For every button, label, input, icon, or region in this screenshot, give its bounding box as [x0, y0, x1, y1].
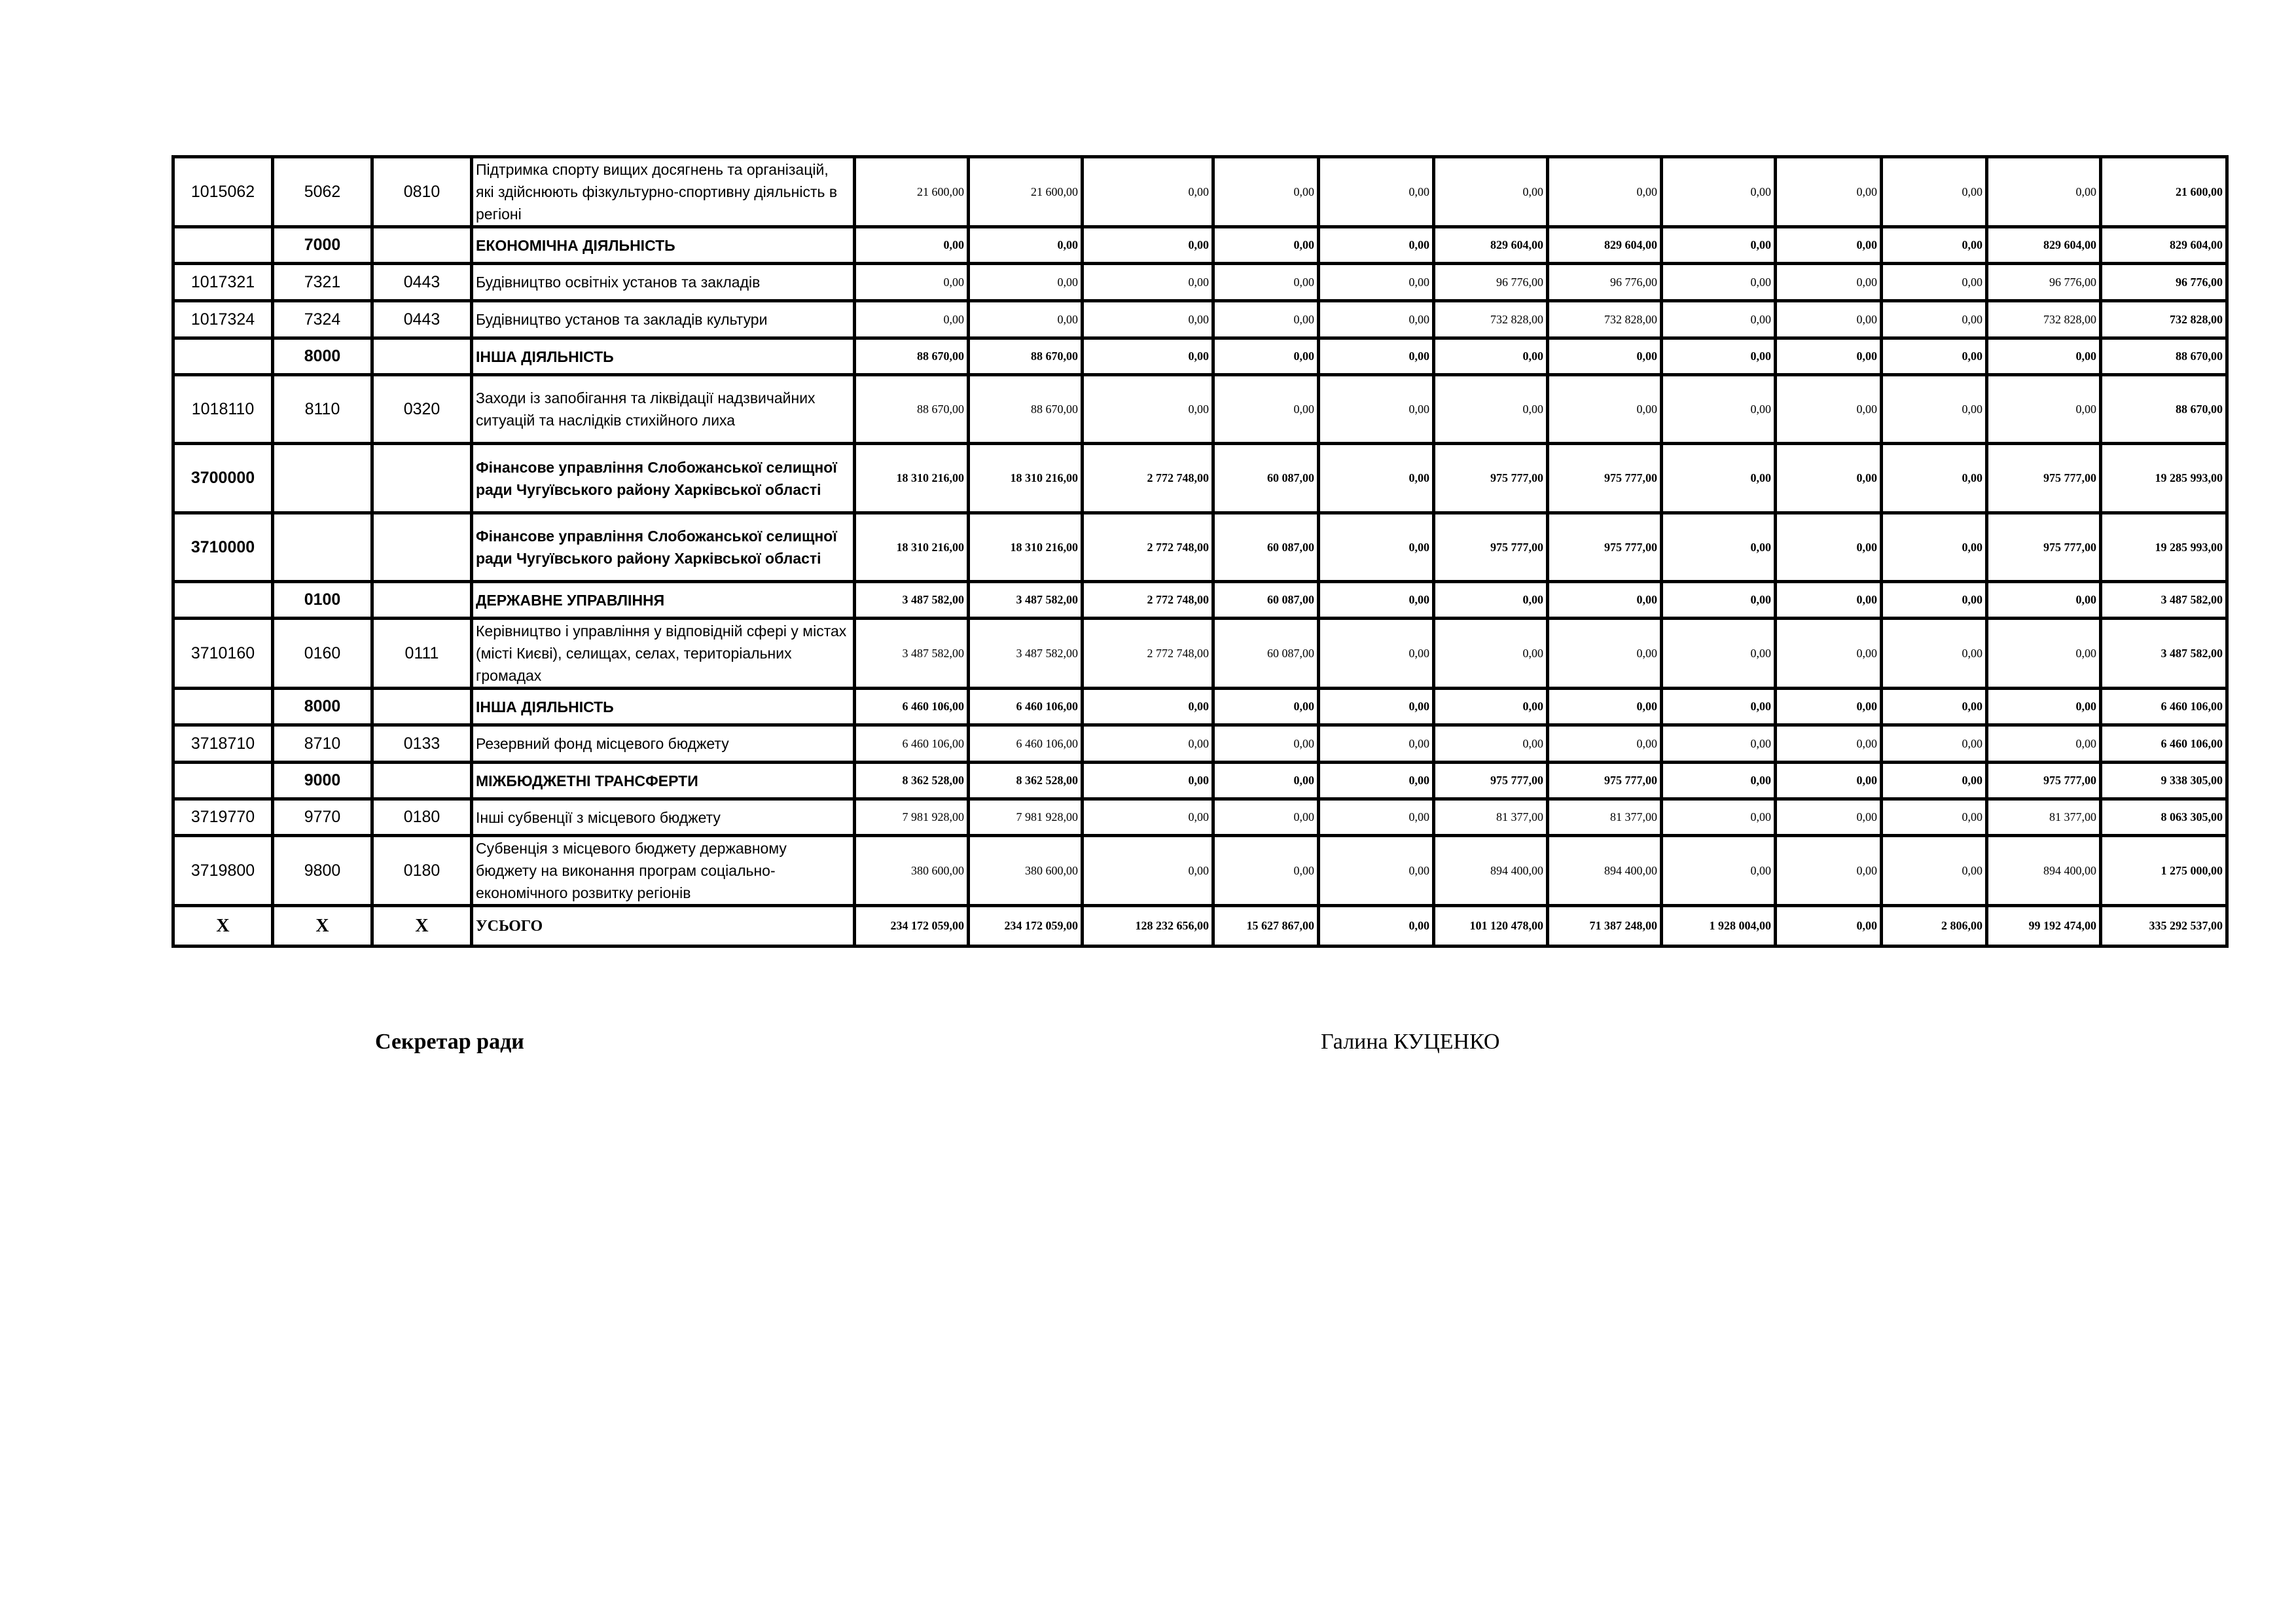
function-code-cell: 0810: [372, 157, 472, 227]
amount-cell: 0,00: [1213, 799, 1319, 836]
activity-code-cell: 9000: [273, 763, 372, 799]
amount-cell: 71 387 248,00: [1548, 906, 1662, 947]
function-code-cell: 0111: [372, 619, 472, 689]
amount-cell: 0,00: [1319, 513, 1434, 582]
amount-cell: 0,00: [1662, 689, 1776, 725]
amount-cell: 88 670,00: [969, 375, 1083, 444]
table-row: [173, 375, 2227, 444]
amount-cell: 0,00: [855, 227, 969, 264]
amount-cell: 0,00: [1434, 375, 1548, 444]
amount-cell: 829 604,00: [1548, 227, 1662, 264]
amount-cell: 3 487 582,00: [2101, 582, 2227, 619]
amount-cell: 0,00: [1319, 375, 1434, 444]
amount-cell: 380 600,00: [855, 836, 969, 906]
activity-code-cell: 7000: [273, 227, 372, 264]
activity-code-cell: 9770: [273, 799, 372, 836]
amount-cell: 0,00: [1662, 301, 1776, 338]
function-code-cell: [372, 689, 472, 725]
program-code-cell: 1017321: [173, 264, 273, 301]
program-code-cell: [173, 227, 273, 264]
amount-cell: 975 777,00: [1434, 444, 1548, 513]
amount-cell: 0,00: [1213, 264, 1319, 301]
amount-cell: 99 192 474,00: [1987, 906, 2101, 947]
amount-cell: 975 777,00: [1434, 513, 1548, 582]
amount-cell: 0,00: [1434, 582, 1548, 619]
amount-cell: 6 460 106,00: [855, 725, 969, 763]
amount-cell: 0,00: [1083, 799, 1213, 836]
amount-cell: 0,00: [1319, 227, 1434, 264]
amount-cell: 0,00: [1083, 264, 1213, 301]
program-name-cell: Заходи із запобігання та ліквідації надзвичайних ситуацій та наслідків стихійного лиха: [472, 375, 855, 444]
amount-cell: 975 777,00: [1987, 763, 2101, 799]
amount-cell: 88 670,00: [969, 338, 1083, 375]
amount-cell: 0,00: [1987, 157, 2101, 227]
amount-cell: 975 777,00: [1434, 763, 1548, 799]
amount-cell: 0,00: [1548, 338, 1662, 375]
amount-cell: 1 928 004,00: [1662, 906, 1776, 947]
amount-cell: 0,00: [1083, 375, 1213, 444]
amount-cell: 0,00: [1662, 227, 1776, 264]
amount-cell: 0,00: [1882, 582, 1987, 619]
amount-cell: 0,00: [1882, 763, 1987, 799]
amount-cell: 88 670,00: [855, 375, 969, 444]
program-name-cell: ЕКОНОМІЧНА ДІЯЛЬНІСТЬ: [472, 227, 855, 264]
amount-cell: 0,00: [1776, 582, 1882, 619]
amount-cell: 234 172 059,00: [855, 906, 969, 947]
amount-cell: 894 400,00: [1548, 836, 1662, 906]
amount-cell: 96 776,00: [1548, 264, 1662, 301]
amount-cell: 0,00: [1548, 725, 1662, 763]
amount-cell: 0,00: [1319, 836, 1434, 906]
function-code-cell: [372, 763, 472, 799]
amount-cell: 0,00: [1776, 836, 1882, 906]
activity-code-cell: 0100: [273, 582, 372, 619]
amount-cell: 18 310 216,00: [855, 444, 969, 513]
amount-cell: 2 772 748,00: [1083, 513, 1213, 582]
amount-cell: 0,00: [1662, 763, 1776, 799]
amount-cell: 0,00: [1319, 301, 1434, 338]
amount-cell: 0,00: [1319, 689, 1434, 725]
amount-cell: 0,00: [1213, 301, 1319, 338]
amount-cell: 0,00: [1434, 619, 1548, 689]
program-code-cell: [173, 689, 273, 725]
table-row: [173, 799, 2227, 836]
amount-cell: 3 487 582,00: [969, 582, 1083, 619]
amount-cell: 6 460 106,00: [969, 689, 1083, 725]
program-name-cell: ІНША ДІЯЛЬНІСТЬ: [472, 338, 855, 375]
amount-cell: 0,00: [1213, 689, 1319, 725]
amount-cell: 0,00: [1987, 338, 2101, 375]
program-name-cell: Субвенція з місцевого бюджету державному бюджету на виконання програм соціально-економічного розвитку регіонів: [472, 836, 855, 906]
amount-cell: 7 981 928,00: [855, 799, 969, 836]
amount-cell: 2 772 748,00: [1083, 582, 1213, 619]
table-row: [173, 264, 2227, 301]
amount-cell: 0,00: [1083, 725, 1213, 763]
amount-cell: 0,00: [969, 264, 1083, 301]
amount-cell: 0,00: [1083, 301, 1213, 338]
function-code-cell: 0180: [372, 799, 472, 836]
amount-cell: 0,00: [1213, 763, 1319, 799]
amount-cell: 0,00: [1434, 689, 1548, 725]
amount-cell: 0,00: [1083, 763, 1213, 799]
amount-cell: 18 310 216,00: [855, 513, 969, 582]
amount-cell: 88 670,00: [2101, 375, 2227, 444]
amount-cell: 3 487 582,00: [855, 619, 969, 689]
function-code-cell: 0443: [372, 264, 472, 301]
amount-cell: 8 063 305,00: [2101, 799, 2227, 836]
amount-cell: 0,00: [1662, 157, 1776, 227]
program-code-cell: X: [173, 906, 273, 947]
signature-name: Галина КУЦЕНКО: [1321, 1030, 1500, 1054]
amount-cell: 0,00: [1319, 444, 1434, 513]
amount-cell: 0,00: [1213, 725, 1319, 763]
amount-cell: 0,00: [1776, 513, 1882, 582]
amount-cell: 0,00: [1083, 157, 1213, 227]
amount-cell: 0,00: [1083, 338, 1213, 375]
program-code-cell: 1015062: [173, 157, 273, 227]
program-code-cell: 1018110: [173, 375, 273, 444]
amount-cell: 2 806,00: [1882, 906, 1987, 947]
signature-title: Секретар ради: [375, 1030, 524, 1054]
table-row: [173, 301, 2227, 338]
amount-cell: 0,00: [1776, 375, 1882, 444]
amount-cell: 975 777,00: [1987, 444, 2101, 513]
program-name-cell: МІЖБЮДЖЕТНІ ТРАНСФЕРТИ: [472, 763, 855, 799]
amount-cell: 0,00: [1434, 157, 1548, 227]
function-code-cell: 0180: [372, 836, 472, 906]
program-code-cell: [173, 582, 273, 619]
amount-cell: 81 377,00: [1987, 799, 2101, 836]
amount-cell: 0,00: [855, 264, 969, 301]
amount-cell: 0,00: [1776, 227, 1882, 264]
amount-cell: 0,00: [1319, 799, 1434, 836]
amount-cell: 0,00: [1319, 763, 1434, 799]
amount-cell: 975 777,00: [1987, 513, 2101, 582]
amount-cell: 732 828,00: [1987, 301, 2101, 338]
amount-cell: 0,00: [1548, 157, 1662, 227]
amount-cell: 0,00: [1662, 444, 1776, 513]
amount-cell: 0,00: [1213, 157, 1319, 227]
amount-cell: 128 232 656,00: [1083, 906, 1213, 947]
amount-cell: 335 292 537,00: [2101, 906, 2227, 947]
function-code-cell: [372, 513, 472, 582]
amount-cell: 0,00: [1882, 725, 1987, 763]
function-code-cell: [372, 582, 472, 619]
program-name-cell: Фінансове управління Слобожанської селищної ради Чугуївського району Харківської області: [472, 513, 855, 582]
program-name-cell: Фінансове управління Слобожанської селищної ради Чугуївського району Харківської області: [472, 444, 855, 513]
amount-cell: 0,00: [1987, 689, 2101, 725]
program-name-cell: Керівництво і управління у відповідній сфері у містах (місті Києві), селищах, селах, територіальних громадах: [472, 619, 855, 689]
function-code-cell: X: [372, 906, 472, 947]
activity-code-cell: 5062: [273, 157, 372, 227]
amount-cell: 0,00: [1319, 157, 1434, 227]
amount-cell: 0,00: [1319, 338, 1434, 375]
amount-cell: 0,00: [1662, 513, 1776, 582]
amount-cell: 60 087,00: [1213, 582, 1319, 619]
amount-cell: 0,00: [1434, 338, 1548, 375]
amount-cell: 9 338 305,00: [2101, 763, 2227, 799]
activity-code-cell: 7324: [273, 301, 372, 338]
amount-cell: 0,00: [1083, 836, 1213, 906]
table-row: [173, 513, 2227, 582]
table-row: [173, 836, 2227, 906]
amount-cell: 0,00: [1776, 444, 1882, 513]
amount-cell: 0,00: [969, 301, 1083, 338]
activity-code-cell: 8000: [273, 689, 372, 725]
amount-cell: 0,00: [1319, 264, 1434, 301]
amount-cell: 7 981 928,00: [969, 799, 1083, 836]
function-code-cell: 0443: [372, 301, 472, 338]
amount-cell: 0,00: [1987, 582, 2101, 619]
amount-cell: 60 087,00: [1213, 513, 1319, 582]
amount-cell: 60 087,00: [1213, 444, 1319, 513]
amount-cell: 732 828,00: [1548, 301, 1662, 338]
amount-cell: 894 400,00: [1434, 836, 1548, 906]
amount-cell: 0,00: [1776, 689, 1882, 725]
amount-cell: 6 460 106,00: [855, 689, 969, 725]
amount-cell: 0,00: [1882, 444, 1987, 513]
amount-cell: 0,00: [1662, 725, 1776, 763]
amount-cell: 0,00: [1662, 799, 1776, 836]
amount-cell: 3 487 582,00: [2101, 619, 2227, 689]
table-row: [173, 689, 2227, 725]
activity-code-cell: 9800: [273, 836, 372, 906]
amount-cell: 88 670,00: [855, 338, 969, 375]
amount-cell: 0,00: [1882, 264, 1987, 301]
program-code-cell: [173, 338, 273, 375]
amount-cell: 0,00: [1987, 725, 2101, 763]
amount-cell: 0,00: [1434, 725, 1548, 763]
total-row: [173, 906, 2227, 947]
table-row: [173, 444, 2227, 513]
amount-cell: 18 310 216,00: [969, 444, 1083, 513]
amount-cell: 829 604,00: [2101, 227, 2227, 264]
amount-cell: 21 600,00: [969, 157, 1083, 227]
amount-cell: 0,00: [1776, 725, 1882, 763]
amount-cell: 0,00: [855, 301, 969, 338]
program-name-cell: Резервний фонд місцевого бюджету: [472, 725, 855, 763]
amount-cell: 21 600,00: [2101, 157, 2227, 227]
amount-cell: 6 460 106,00: [2101, 725, 2227, 763]
program-code-cell: 3718710: [173, 725, 273, 763]
amount-cell: 0,00: [1083, 227, 1213, 264]
amount-cell: 0,00: [1776, 619, 1882, 689]
amount-cell: 81 377,00: [1548, 799, 1662, 836]
amount-cell: 0,00: [1776, 763, 1882, 799]
amount-cell: 60 087,00: [1213, 619, 1319, 689]
amount-cell: 0,00: [1776, 338, 1882, 375]
activity-code-cell: 0160: [273, 619, 372, 689]
amount-cell: 0,00: [1882, 338, 1987, 375]
activity-code-cell: [273, 513, 372, 582]
amount-cell: 894 400,00: [1987, 836, 2101, 906]
table-row: [173, 157, 2227, 227]
amount-cell: 0,00: [1882, 799, 1987, 836]
activity-code-cell: 8000: [273, 338, 372, 375]
program-name-cell: ІНША ДІЯЛЬНІСТЬ: [472, 689, 855, 725]
amount-cell: 0,00: [1882, 375, 1987, 444]
table-row: [173, 725, 2227, 763]
amount-cell: 8 362 528,00: [855, 763, 969, 799]
amount-cell: 975 777,00: [1548, 444, 1662, 513]
amount-cell: 0,00: [1662, 375, 1776, 444]
amount-cell: 0,00: [1548, 582, 1662, 619]
amount-cell: 0,00: [1319, 906, 1434, 947]
program-code-cell: 1017324: [173, 301, 273, 338]
amount-cell: 6 460 106,00: [969, 725, 1083, 763]
amount-cell: 829 604,00: [1434, 227, 1548, 264]
amount-cell: 6 460 106,00: [2101, 689, 2227, 725]
amount-cell: 21 600,00: [855, 157, 969, 227]
table-row: [173, 763, 2227, 799]
amount-cell: 0,00: [1548, 375, 1662, 444]
amount-cell: 0,00: [969, 227, 1083, 264]
amount-cell: 18 310 216,00: [969, 513, 1083, 582]
amount-cell: 0,00: [1319, 725, 1434, 763]
amount-cell: 732 828,00: [1434, 301, 1548, 338]
amount-cell: 2 772 748,00: [1083, 619, 1213, 689]
amount-cell: 19 285 993,00: [2101, 513, 2227, 582]
amount-cell: 0,00: [1776, 264, 1882, 301]
amount-cell: 0,00: [1662, 836, 1776, 906]
program-name-cell: Інші субвенції з місцевого бюджету: [472, 799, 855, 836]
function-code-cell: 0320: [372, 375, 472, 444]
amount-cell: 234 172 059,00: [969, 906, 1083, 947]
amount-cell: 3 487 582,00: [855, 582, 969, 619]
activity-code-cell: 8710: [273, 725, 372, 763]
amount-cell: 732 828,00: [2101, 301, 2227, 338]
program-name-cell: ДЕРЖАВНЕ УПРАВЛІННЯ: [472, 582, 855, 619]
amount-cell: 0,00: [1662, 338, 1776, 375]
amount-cell: 0,00: [1882, 157, 1987, 227]
amount-cell: 0,00: [1319, 619, 1434, 689]
amount-cell: 0,00: [1987, 619, 2101, 689]
function-code-cell: [372, 227, 472, 264]
amount-cell: 2 772 748,00: [1083, 444, 1213, 513]
amount-cell: 0,00: [1319, 582, 1434, 619]
amount-cell: 0,00: [1662, 582, 1776, 619]
program-code-cell: 3710160: [173, 619, 273, 689]
amount-cell: 0,00: [1083, 689, 1213, 725]
amount-cell: 0,00: [1213, 375, 1319, 444]
amount-cell: 0,00: [1882, 513, 1987, 582]
amount-cell: 0,00: [1987, 375, 2101, 444]
activity-code-cell: [273, 444, 372, 513]
function-code-cell: [372, 338, 472, 375]
amount-cell: 0,00: [1882, 301, 1987, 338]
program-name-cell: УСЬОГО: [472, 906, 855, 947]
amount-cell: 0,00: [1776, 157, 1882, 227]
program-code-cell: 3719800: [173, 836, 273, 906]
amount-cell: 0,00: [1882, 836, 1987, 906]
amount-cell: 975 777,00: [1548, 763, 1662, 799]
amount-cell: 101 120 478,00: [1434, 906, 1548, 947]
program-code-cell: 3700000: [173, 444, 273, 513]
amount-cell: 3 487 582,00: [969, 619, 1083, 689]
table-row: [173, 227, 2227, 264]
activity-code-cell: 7321: [273, 264, 372, 301]
amount-cell: 975 777,00: [1548, 513, 1662, 582]
amount-cell: 0,00: [1776, 799, 1882, 836]
amount-cell: 0,00: [1662, 264, 1776, 301]
amount-cell: 0,00: [1882, 689, 1987, 725]
amount-cell: 829 604,00: [1987, 227, 2101, 264]
function-code-cell: [372, 444, 472, 513]
amount-cell: 8 362 528,00: [969, 763, 1083, 799]
amount-cell: 0,00: [1882, 619, 1987, 689]
amount-cell: 88 670,00: [2101, 338, 2227, 375]
amount-cell: 96 776,00: [2101, 264, 2227, 301]
program-name-cell: Підтримка спорту вищих досягнень та організацій, які здійснюють фізкультурно-спортивну діяльність в регіоні: [472, 157, 855, 227]
table-row: [173, 619, 2227, 689]
amount-cell: 0,00: [1548, 689, 1662, 725]
amount-cell: 0,00: [1662, 619, 1776, 689]
function-code-cell: 0133: [372, 725, 472, 763]
amount-cell: 0,00: [1776, 301, 1882, 338]
amount-cell: 0,00: [1213, 227, 1319, 264]
activity-code-cell: X: [273, 906, 372, 947]
amount-cell: 0,00: [1882, 227, 1987, 264]
amount-cell: 81 377,00: [1434, 799, 1548, 836]
program-name-cell: Будівництво установ та закладів культури: [472, 301, 855, 338]
amount-cell: 380 600,00: [969, 836, 1083, 906]
program-code-cell: 3710000: [173, 513, 273, 582]
amount-cell: 96 776,00: [1987, 264, 2101, 301]
activity-code-cell: 8110: [273, 375, 372, 444]
amount-cell: 0,00: [1548, 619, 1662, 689]
amount-cell: 1 275 000,00: [2101, 836, 2227, 906]
amount-cell: 15 627 867,00: [1213, 906, 1319, 947]
amount-cell: 19 285 993,00: [2101, 444, 2227, 513]
program-code-cell: 3719770: [173, 799, 273, 836]
table-row: [173, 338, 2227, 375]
table-body: [173, 157, 2227, 947]
table-row: [173, 582, 2227, 619]
amount-cell: 0,00: [1776, 906, 1882, 947]
budget-table: [171, 155, 2229, 948]
program-code-cell: [173, 763, 273, 799]
program-name-cell: Будівництво освітніх установ та закладів: [472, 264, 855, 301]
amount-cell: 0,00: [1213, 338, 1319, 375]
amount-cell: 0,00: [1213, 836, 1319, 906]
amount-cell: 96 776,00: [1434, 264, 1548, 301]
